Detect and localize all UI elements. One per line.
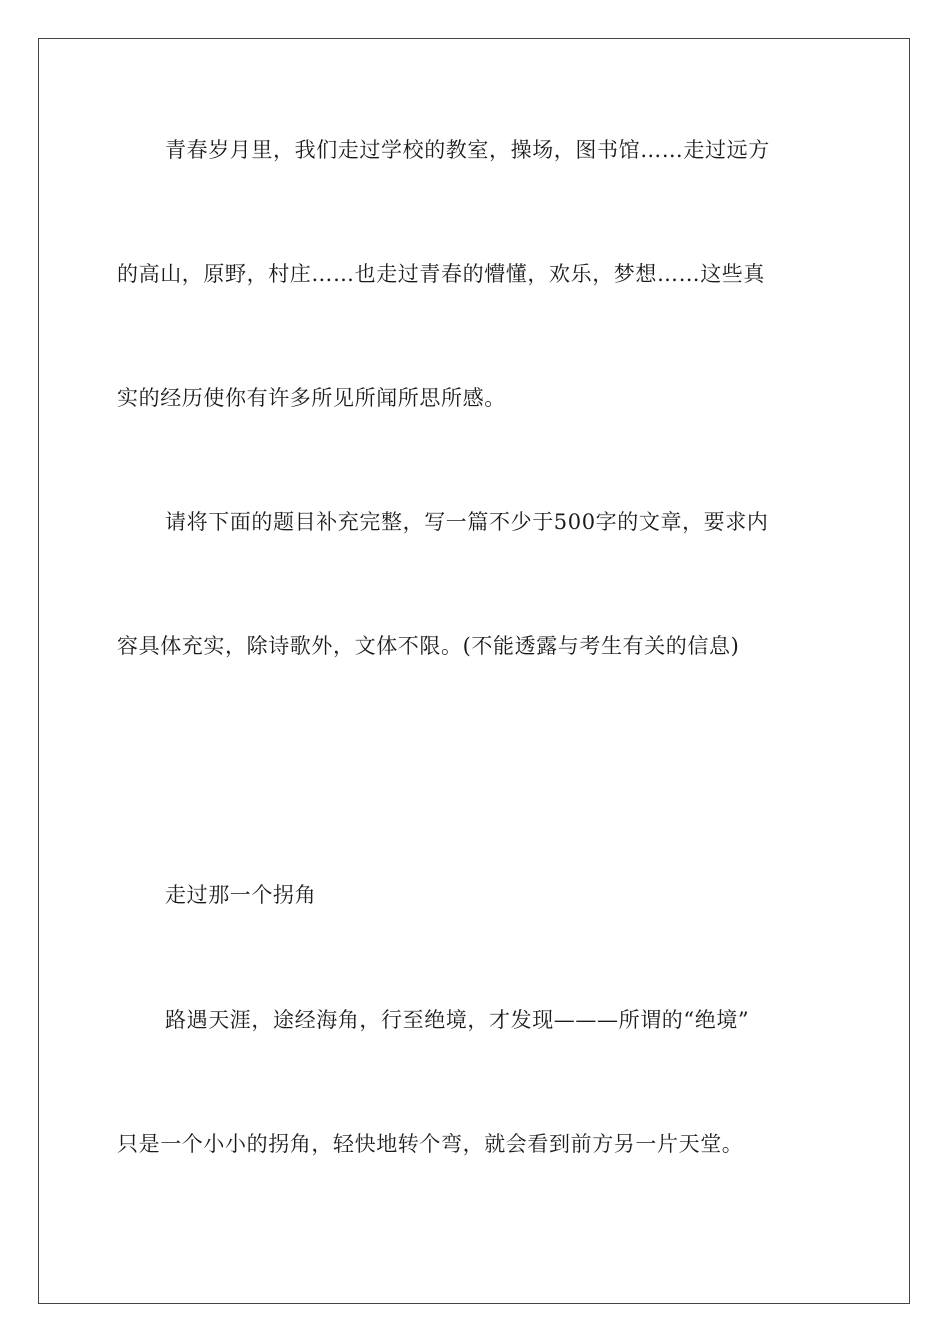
paragraph-1-line-1: 青春岁月里，我们走过学校的教室，操场，图书馆……走过远方 bbox=[165, 138, 770, 162]
paragraph-1-line-2: 的高山，原野，村庄……也走过青春的懵懂，欢乐，梦想……这些真 bbox=[117, 262, 765, 286]
page-border bbox=[38, 38, 910, 1304]
paragraph-1-line-3: 实的经历使你有许多所见所闻所思所感。 bbox=[117, 386, 506, 410]
paragraph-2-line-1: 请将下面的题目补充完整，写一篇不少于500字的文章，要求内 bbox=[165, 510, 769, 534]
paragraph-2-line-2: 容具体充实，除诗歌外，文体不限。(不能透露与考生有关的信息) bbox=[117, 634, 740, 658]
paragraph-3-line-1: 路遇天涯，途经海角，行至绝境，才发现———所谓的“绝境” bbox=[165, 1008, 750, 1032]
paragraph-3-line-2: 只是一个小小的拐角，轻快地转个弯，就会看到前方另一片天堂。 bbox=[117, 1132, 744, 1156]
essay-title: 走过那一个拐角 bbox=[165, 883, 317, 907]
